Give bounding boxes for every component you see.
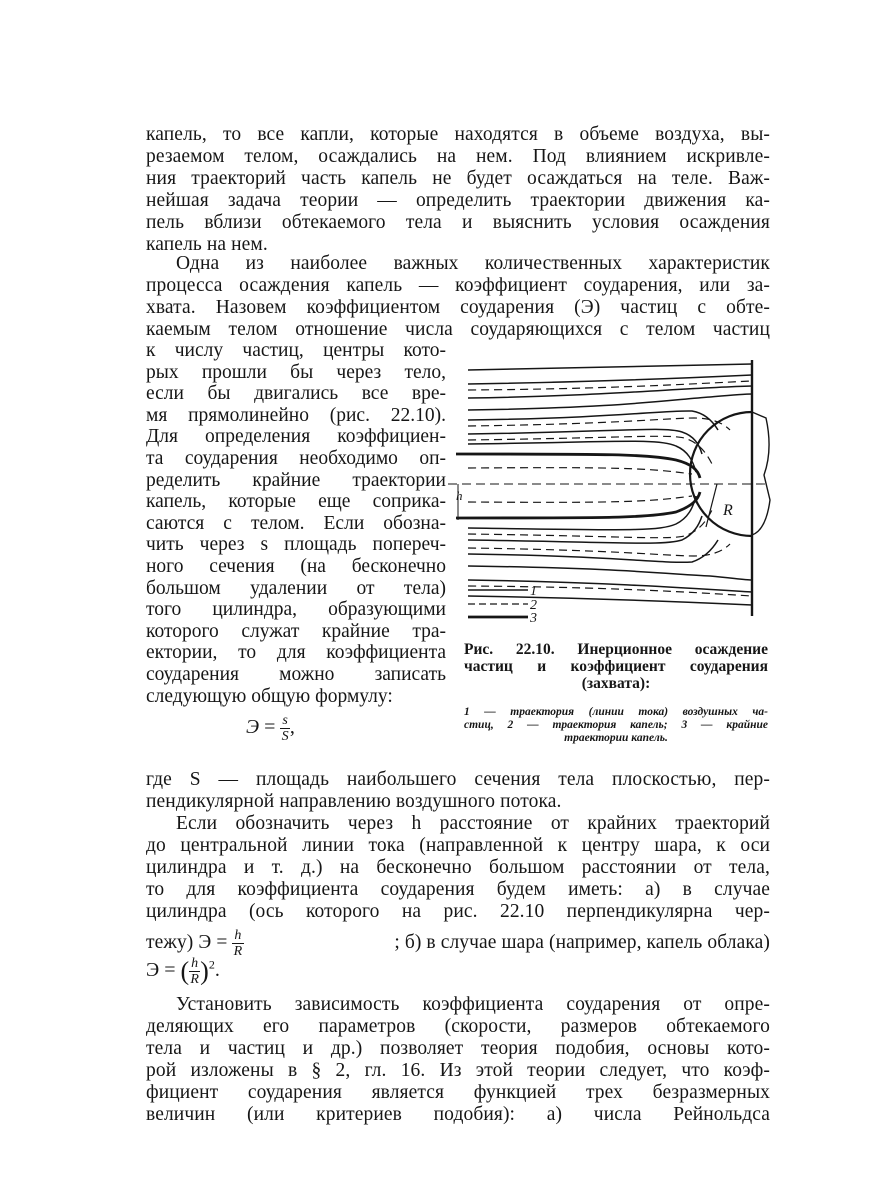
text-line: процесса осаждения капель — коэффициент соударения, или за- bbox=[146, 275, 770, 296]
formula-symbol: Э = bbox=[146, 959, 176, 982]
text-line: капель, которые еще соприка- bbox=[146, 491, 446, 513]
text-line: которого служат крайние тра- bbox=[146, 620, 446, 642]
text-line: того цилиндра, образующими bbox=[146, 599, 446, 621]
paragraph-3 bbox=[146, 769, 770, 813]
formula-exponent: 2 bbox=[208, 957, 215, 972]
caption-line: траектории капель. bbox=[564, 732, 668, 744]
caption-line: Рис. 22.10. Инерционное осаждение bbox=[464, 641, 768, 658]
figure-caption-legend bbox=[464, 706, 768, 745]
fraction-denominator: S bbox=[281, 729, 289, 744]
formula-post-text: ; б) в случае шара (например, капель облака) bbox=[394, 932, 770, 953]
text-line: Если обозначить через h расстояние от крайних траекторий bbox=[176, 813, 770, 834]
text-line: капель, то все капли, которые находятся в объеме воздуха, вы- bbox=[146, 124, 770, 145]
formula-punct: , bbox=[289, 716, 295, 739]
formula-sphere: Э = ( $\frac{h}{R}$ )$^2$. bbox=[146, 956, 220, 987]
text-line: пель вблизи обтекаемого тела и выяснить условия осаждения bbox=[146, 212, 770, 233]
fraction-numerator: s bbox=[282, 713, 288, 728]
caption-line: 1 — траектория (линии тока) воздушных ча- bbox=[464, 706, 768, 718]
text-line: то для коэффициента соударения будем иметь: а) в случае bbox=[146, 879, 770, 900]
fraction-denominator: R bbox=[190, 972, 199, 987]
caption-line: частиц и коэффициент соударения bbox=[464, 658, 768, 675]
text-line: ного сечения (на бесконечно bbox=[146, 555, 446, 577]
fraction bbox=[232, 928, 243, 959]
text-line: каемым телом отношение числа соударяющихся с телом частиц bbox=[146, 319, 770, 340]
formula-equals: = bbox=[264, 716, 276, 739]
text-line: пендикулярной направлению воздушного потока. bbox=[146, 791, 562, 812]
text-line: большом удалении от тела) bbox=[146, 577, 446, 599]
formula-line-pre bbox=[146, 928, 244, 959]
h-label: h bbox=[456, 488, 463, 503]
radius-label-R: R bbox=[723, 502, 733, 519]
text-line: ределить крайние траектории bbox=[146, 469, 446, 491]
paragraph-2-wrapped bbox=[146, 340, 446, 707]
paragraph-4 bbox=[146, 813, 770, 923]
formula-collision-coefficient bbox=[246, 713, 295, 744]
droplet-trajectories bbox=[468, 381, 752, 596]
formula-cylinder-line bbox=[146, 926, 770, 960]
text-line: хвата. Назовем коэффициентом соударения (Э) частиц с обте- bbox=[146, 297, 770, 318]
text-line: соударения можно записать bbox=[146, 663, 446, 685]
text-line: Одна из наиболее важных количественных характеристик bbox=[176, 253, 770, 274]
caption-line: (захвата): bbox=[581, 675, 651, 692]
text-line: рых прошли бы через тело, bbox=[146, 361, 446, 383]
fraction bbox=[280, 713, 289, 744]
text-line: мя прямолинейно (рис. 22.10). bbox=[146, 404, 446, 426]
legend-number-1: 1 bbox=[530, 584, 537, 599]
text-line: к числу частиц, центры кото- bbox=[146, 340, 446, 361]
caption-line: стиц, 2 — траектория капель; 3 — крайние bbox=[464, 719, 768, 731]
figure-inertial-deposition bbox=[448, 360, 778, 640]
text-line: ния траекторий часть капель не будет осаждаться на теле. Важ- bbox=[146, 168, 770, 189]
paragraph-1 bbox=[146, 124, 770, 256]
formula-pre-text: тежу) Э = bbox=[146, 931, 228, 953]
text-line: если бы двигались все вре- bbox=[146, 383, 446, 405]
text-line: где S — площадь наибольшего сечения тела плоскостью, пер- bbox=[146, 769, 770, 790]
text-line: цилиндра и т. д.) на бесконечно большом расстоянии от тела, bbox=[146, 857, 770, 878]
formula-punct: . bbox=[214, 959, 220, 982]
text-line: саются с телом. Если обозна- bbox=[146, 512, 446, 534]
paragraph-5 bbox=[146, 994, 770, 1126]
text-line: ектории, то для коэффициента bbox=[146, 642, 446, 664]
text-line: Установить зависимость коэффициента соударения от опре- bbox=[176, 994, 770, 1015]
text-line: следующую общую формулу: bbox=[146, 685, 393, 707]
text-line: до центральной линии тока (направленной к центру шара, к оси bbox=[146, 835, 770, 856]
text-line: деляющих его параметров (скорости, размеров обтекаемого bbox=[146, 1016, 770, 1037]
text-line: та соударения необходимо оп- bbox=[146, 447, 446, 469]
text-line: нейшая задача теории — определить траектории движения ка- bbox=[146, 190, 770, 211]
fraction-denominator: R bbox=[233, 943, 243, 959]
text-line: чить через s площадь попереч- bbox=[146, 534, 446, 556]
legend-number-3: 3 bbox=[530, 611, 537, 626]
text-line: величин (или критериев подобия): а) числа Рейнольдса bbox=[146, 1104, 770, 1125]
text-line: капель на нем. bbox=[146, 234, 268, 255]
text-line: рой изложены в § 2, гл. 16. Из этой теории следует, что коэф- bbox=[146, 1060, 770, 1081]
text-line: тела и частиц и др.) позволяет теория подобия, основы кото- bbox=[146, 1038, 770, 1059]
fraction-numerator: h bbox=[191, 956, 199, 971]
text-line: резаемом телом, осаждались на нем. Под влиянием искривле- bbox=[146, 146, 770, 167]
figure-legend bbox=[468, 584, 537, 626]
formula-symbol: Э bbox=[246, 716, 260, 739]
text-line: фициент соударения является функцией трех безразмерных bbox=[146, 1082, 770, 1103]
body-contour bbox=[752, 412, 770, 535]
limiting-trajectories bbox=[456, 454, 700, 518]
fraction-numerator: h bbox=[234, 927, 242, 943]
figure-caption-title bbox=[464, 641, 768, 692]
text-line: Для определения коэффициен- bbox=[146, 426, 446, 448]
legend-number-2: 2 bbox=[530, 598, 537, 613]
text-line: цилиндра (ось которого на рис. 22.10 перпендикулярна чер- bbox=[146, 901, 770, 922]
fraction bbox=[189, 956, 200, 987]
air-streamlines bbox=[468, 364, 752, 605]
paragraph-2 bbox=[146, 253, 770, 341]
